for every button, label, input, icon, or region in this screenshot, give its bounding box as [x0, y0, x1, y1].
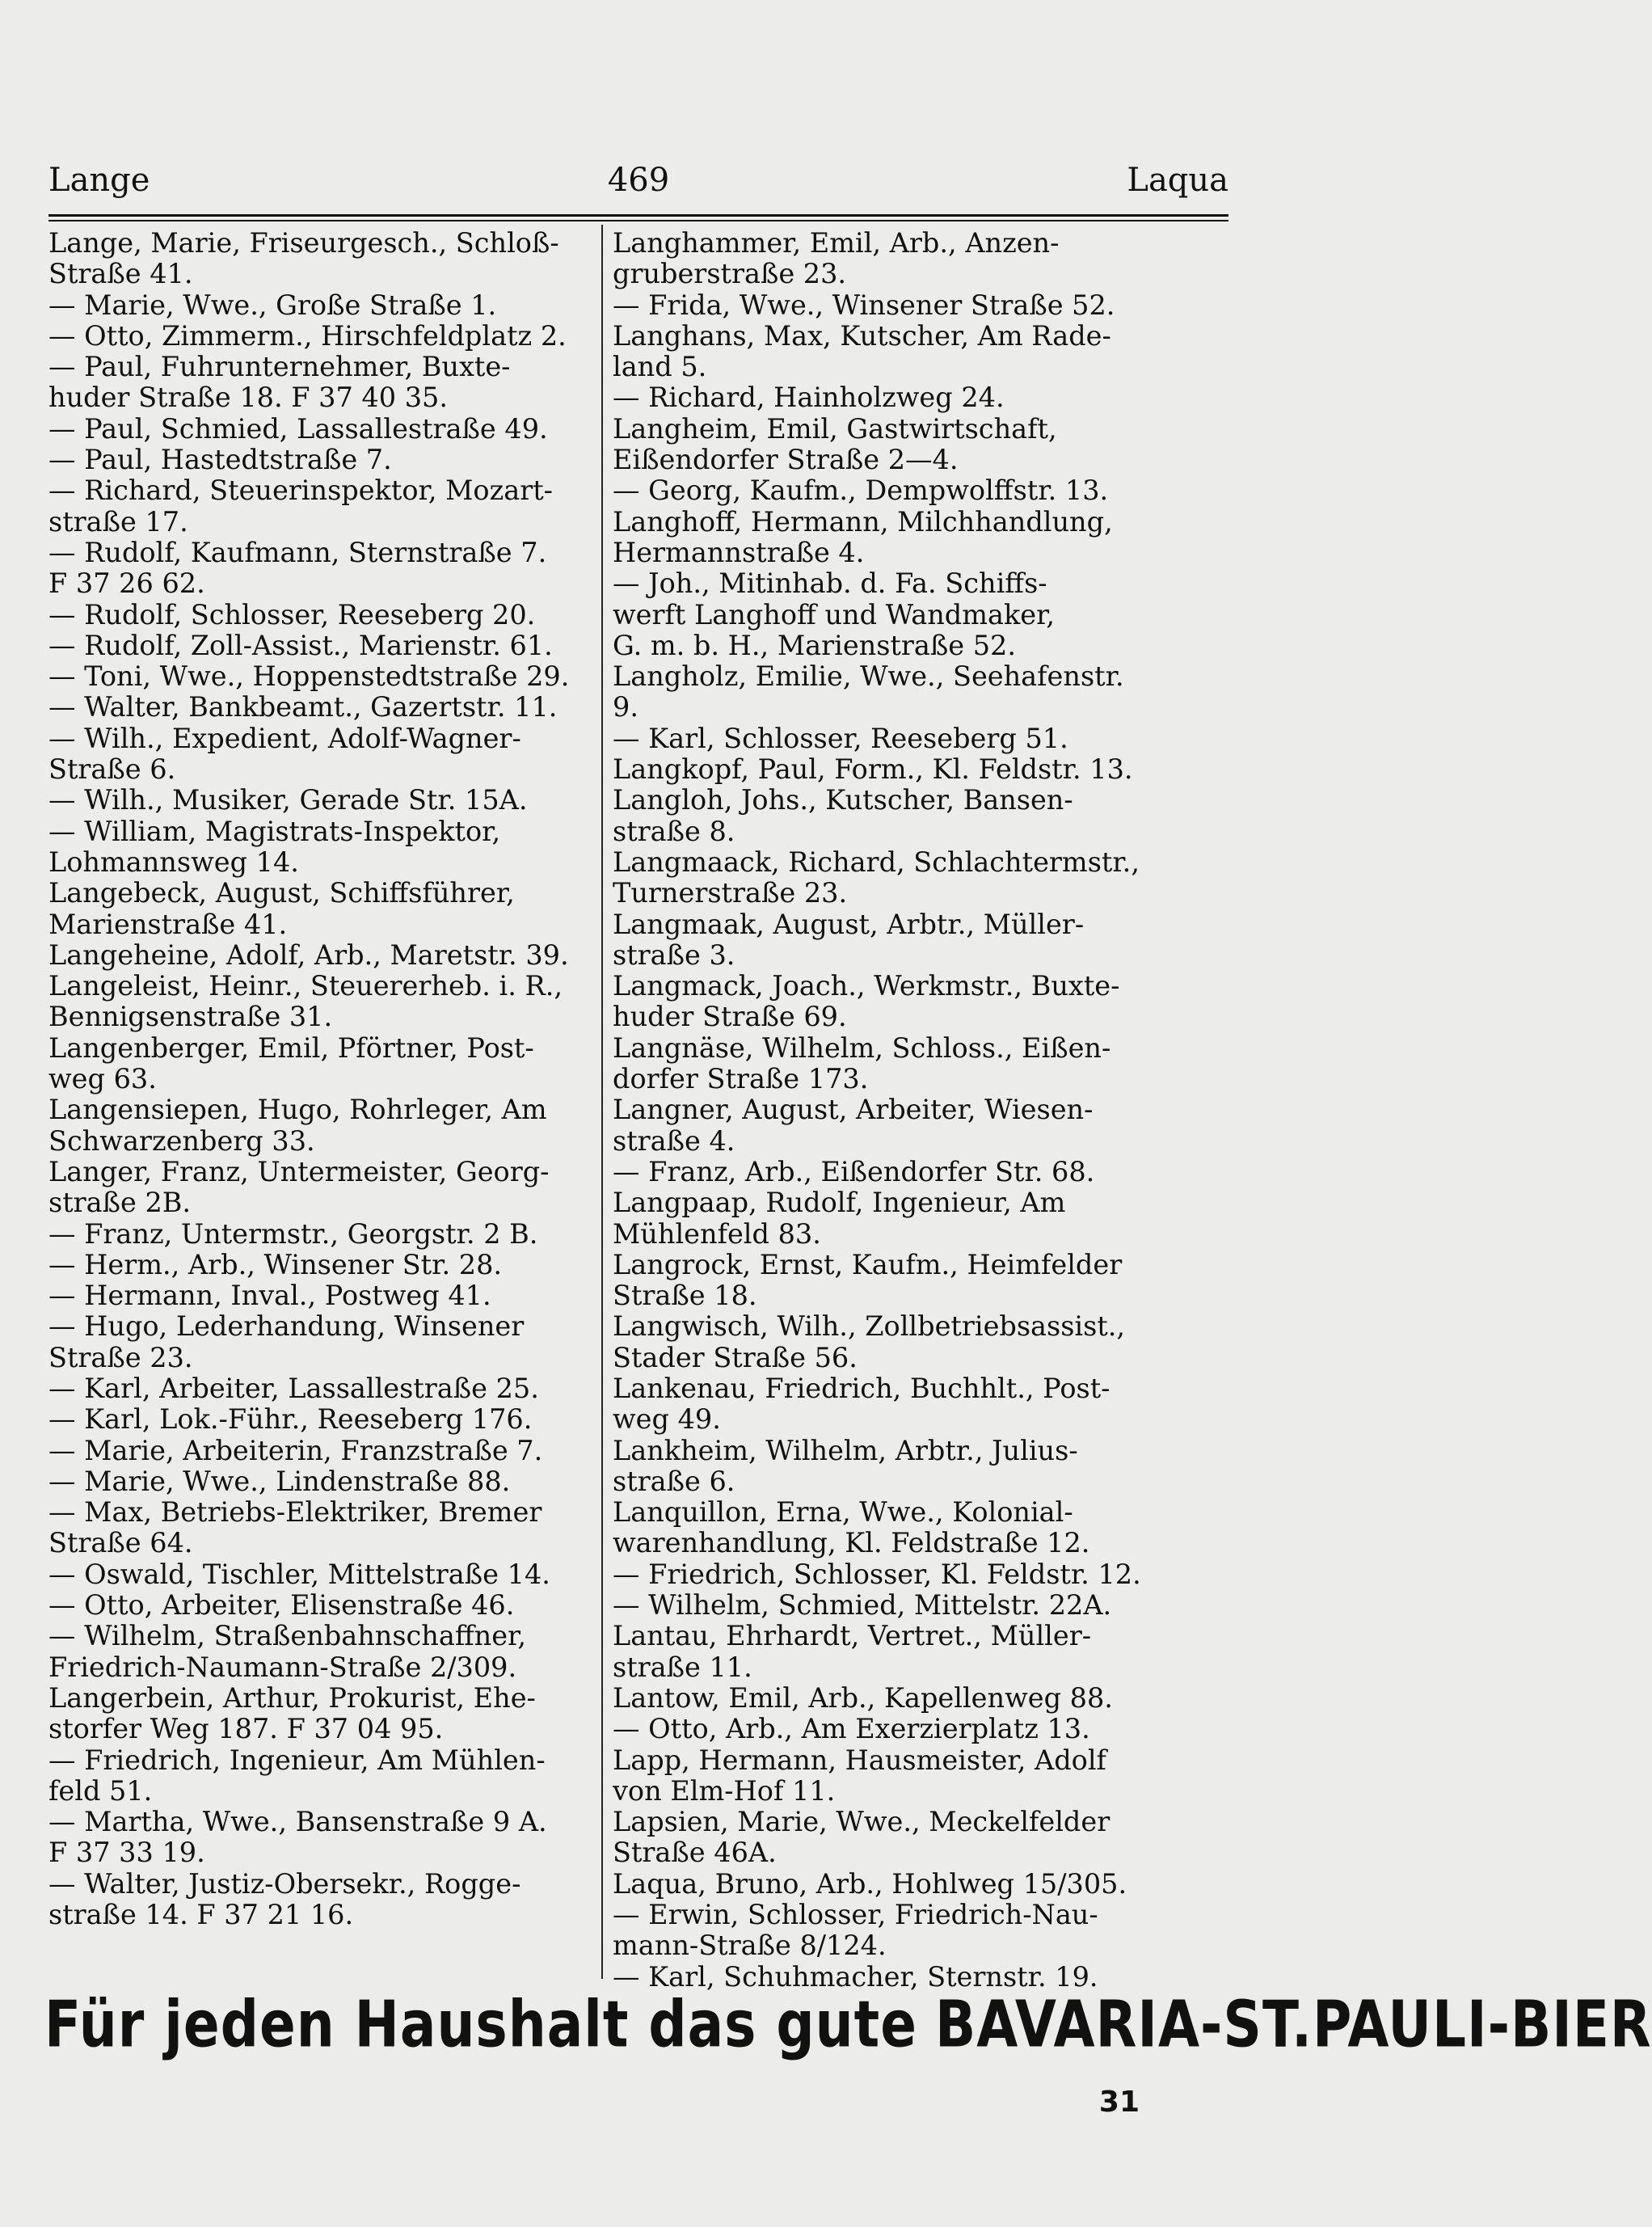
directory-line: warenhandlung, Kl. Feldstraße 12.	[613, 1527, 1090, 1559]
directory-line: Straße 6.	[48, 753, 176, 786]
directory-line: — Franz, Arb., Eißendorfer Str. 68.	[613, 1155, 1095, 1187]
directory-line: Lapp, Hermann, Hausmeister, Adolf	[613, 1744, 1106, 1776]
directory-line: — Paul, Fuhrunternehmer, Buxte-	[48, 351, 511, 383]
advertisement-slogan: Für jeden Haushalt das gute	[44, 1987, 917, 2062]
directory-line: — Walter, Bankbeamt., Gazertstr. 11.	[48, 691, 558, 723]
directory-line: — Richard, Hainholzweg 24.	[613, 382, 1005, 414]
directory-line: — Rudolf, Schlosser, Reeseberg 20.	[48, 598, 536, 631]
directory-line: Lohmannsweg 14.	[48, 846, 299, 878]
directory-line: straße 2B.	[48, 1187, 192, 1219]
directory-line: — Otto, Arbeiter, Elisenstraße 46.	[48, 1589, 515, 1622]
directory-line: — Richard, Steuerinspektor, Mozart-	[48, 475, 554, 507]
header-first-name: Lange	[48, 162, 150, 199]
directory-line: — Herm., Arb., Winsener Str. 28.	[48, 1248, 503, 1280]
header-rule-double	[48, 220, 1228, 221]
directory-line: Lange, Marie, Friseurgesch., Schloß-	[48, 227, 559, 259]
left-column	[48, 228, 590, 1930]
directory-line: — Karl, Arbeiter, Lassallestraße 25.	[48, 1372, 539, 1404]
directory-line: werft Langhoff und Wandmaker,	[613, 598, 1056, 631]
directory-line: Lantau, Ehrhardt, Vertret., Müller-	[613, 1620, 1092, 1652]
footer-page-number: 31	[1098, 2086, 1140, 2119]
directory-line: Langkopf, Paul, Form., Kl. Feldstr. 13.	[613, 753, 1133, 786]
directory-line: huder Straße 18. F 37 40 35.	[48, 382, 448, 414]
directory-line: Marienstraße 41.	[48, 908, 288, 940]
directory-line: von Elm-Hof 11.	[613, 1774, 836, 1807]
directory-line: huder Straße 69.	[613, 1001, 847, 1033]
directory-line: straße 14. F 37 21 16.	[48, 1899, 354, 1931]
directory-line: Langmack, Joach., Werkmstr., Buxte-	[613, 970, 1120, 1002]
directory-line: Bennigsenstraße 31.	[48, 1001, 333, 1033]
directory-line: Langmaack, Richard, Schlachtermstr.,	[613, 846, 1140, 878]
directory-line: Straße 41.	[48, 258, 193, 290]
right-column	[613, 228, 1150, 1993]
directory-line: Langhoff, Hermann, Milchhandlung,	[613, 505, 1113, 538]
directory-line: — Max, Betriebs-Elektriker, Bremer	[48, 1496, 542, 1529]
directory-line: — Karl, Lok.-Führ., Reeseberg 176.	[48, 1403, 533, 1436]
directory-line: — Frida, Wwe., Winsener Straße 52.	[613, 289, 1115, 321]
directory-line: Straße 46A.	[613, 1837, 777, 1869]
directory-line: Langer, Franz, Untermeister, Georg-	[48, 1155, 550, 1187]
directory-line: land 5.	[613, 351, 707, 383]
directory-line: straße 3.	[613, 938, 735, 971]
page-header	[48, 162, 1228, 218]
directory-line: weg 49.	[613, 1403, 721, 1436]
directory-line: weg 63.	[48, 1063, 157, 1095]
directory-line: — Oswald, Tischler, Mittelstraße 14.	[48, 1558, 550, 1590]
directory-line: — Martha, Wwe., Bansenstraße 9 A.	[48, 1806, 547, 1838]
column-divider	[601, 225, 603, 1979]
directory-line: Langebeck, August, Schiffsführer,	[48, 877, 515, 909]
directory-line: — Hugo, Lederhandung, Winsener	[48, 1310, 525, 1343]
directory-line: Lankenau, Friedrich, Buchhlt., Post-	[613, 1372, 1110, 1404]
directory-line: — Rudolf, Zoll-Assist., Marienstr. 61.	[48, 629, 553, 661]
directory-line: mann-Straße 8/124.	[613, 1930, 887, 1962]
directory-line: — Marie, Wwe., Große Straße 1.	[48, 289, 497, 321]
directory-line: — Rudolf, Kaufmann, Sternstraße 7.	[48, 536, 547, 568]
directory-line: Langpaap, Rudolf, Ingenieur, Am	[613, 1187, 1066, 1219]
directory-line: — Otto, Zimmerm., Hirschfeldplatz 2.	[48, 319, 567, 352]
directory-line: Langhammer, Emil, Arb., Anzen-	[613, 227, 1060, 259]
directory-line: — Erwin, Schlosser, Friedrich-Nau-	[613, 1899, 1098, 1931]
directory-line: Friedrich-Naumann-Straße 2/309.	[48, 1651, 517, 1683]
directory-line: G. m. b. H., Marienstraße 52.	[613, 629, 1016, 661]
directory-line: — Walter, Justiz-Obersekr., Rogge-	[48, 1867, 521, 1900]
directory-line: F 37 26 62.	[48, 567, 205, 600]
header-page-number: 469	[607, 162, 670, 199]
directory-line: — Friedrich, Schlosser, Kl. Feldstr. 12.	[613, 1558, 1141, 1590]
directory-line: Straße 18.	[613, 1280, 757, 1312]
directory-line: Langenberger, Emil, Pförtner, Post-	[48, 1031, 534, 1064]
directory-line: Langner, August, Arbeiter, Wiesen-	[613, 1094, 1094, 1126]
directory-line: — Karl, Schuhmacher, Sternstr. 19.	[613, 1960, 1098, 1993]
directory-line: F 37 33 19.	[48, 1837, 205, 1869]
header-rule	[48, 214, 1228, 217]
directory-line: Langheim, Emil, Gastwirtschaft,	[613, 412, 1057, 445]
directory-line: straße 4.	[613, 1124, 735, 1157]
directory-line: Mühlenfeld 83.	[613, 1217, 821, 1250]
directory-line: Hermannstraße 4.	[613, 536, 865, 568]
directory-line: Langerbein, Arthur, Prokurist, Ehe-	[48, 1681, 536, 1714]
directory-line: — Franz, Untermstr., Georgstr. 2 B.	[48, 1217, 538, 1250]
directory-line: Lapsien, Marie, Wwe., Meckelfelder	[613, 1806, 1110, 1838]
directory-line: — Karl, Schlosser, Reeseberg 51.	[613, 722, 1068, 754]
directory-line: — Marie, Wwe., Lindenstraße 88.	[48, 1465, 511, 1497]
directory-line: — William, Magistrats-Inspektor,	[48, 815, 501, 847]
directory-line: — Marie, Arbeiterin, Franzstraße 7.	[48, 1434, 543, 1466]
directory-line: Langwisch, Wilh., Zollbetriebsassist.,	[613, 1310, 1126, 1343]
directory-line: Langeheine, Adolf, Arb., Maretstr. 39.	[48, 938, 569, 971]
directory-line: Langeleist, Heinr., Steuererheb. i. R.,	[48, 970, 563, 1002]
directory-line: straße 17.	[48, 505, 188, 538]
advertisement-brand: BAVARIA-ST.PAULI-BIER	[934, 1987, 1652, 2062]
directory-line: — Paul, Hastedtstraße 7.	[48, 444, 392, 476]
directory-line: Schwarzenberg 33.	[48, 1124, 315, 1157]
directory-line: Stader Straße 56.	[613, 1341, 858, 1373]
directory-line: — Hermann, Inval., Postweg 41.	[48, 1280, 491, 1312]
directory-line: Langrock, Ernst, Kaufm., Heimfelder	[613, 1248, 1123, 1280]
directory-line: — Wilh., Expedient, Adolf-Wagner-	[48, 722, 521, 754]
directory-line: Lanquillon, Erna, Wwe., Kolonial-	[613, 1496, 1073, 1529]
directory-line: — Wilhelm, Schmied, Mittelstr. 22A.	[613, 1589, 1112, 1622]
directory-line: feld 51.	[48, 1774, 153, 1807]
directory-line: — Wilhelm, Straßenbahnschaffner,	[48, 1620, 527, 1652]
directory-line: — Friedrich, Ingenieur, Am Mühlen-	[48, 1744, 546, 1776]
directory-line: Straße 23.	[48, 1341, 193, 1373]
directory-line: Laqua, Bruno, Arb., Hohlweg 15/305.	[613, 1867, 1127, 1900]
directory-line: Langnäse, Wilhelm, Schloss., Eißen-	[613, 1031, 1111, 1064]
directory-line: — Otto, Arb., Am Exerzierplatz 13.	[613, 1713, 1090, 1745]
directory-line: Langholz, Emilie, Wwe., Seehafenstr. 9.	[613, 660, 1124, 723]
directory-line: Langmaak, August, Arbtr., Müller-	[613, 908, 1085, 940]
directory-line: Langloh, Johs., Kutscher, Bansen-	[613, 784, 1073, 816]
directory-line: storfer Weg 187. F 37 04 95.	[48, 1713, 444, 1745]
directory-line: straße 6.	[613, 1465, 735, 1497]
directory-line: Straße 64.	[48, 1527, 193, 1559]
directory-line: — Toni, Wwe., Hoppenstedtstraße 29.	[48, 660, 570, 693]
header-last-name: Laqua	[1127, 162, 1228, 199]
directory-line: Langensiepen, Hugo, Rohrleger, Am	[48, 1094, 547, 1126]
directory-line: Turnerstraße 23.	[613, 877, 848, 909]
directory-line: straße 8.	[613, 815, 735, 847]
directory-line: Lankheim, Wilhelm, Arbtr., Julius-	[613, 1434, 1078, 1466]
advertisement-banner	[44, 1976, 1652, 2073]
directory-line: — Paul, Schmied, Lassallestraße 49.	[48, 412, 548, 445]
directory-line: gruberstraße 23.	[613, 258, 847, 290]
directory-line: Lantow, Emil, Arb., Kapellenweg 88.	[613, 1681, 1113, 1714]
directory-line: — Georg, Kaufm., Dempwolffstr. 13.	[613, 475, 1109, 507]
directory-line: Langhans, Max, Kutscher, Am Rade-	[613, 319, 1111, 352]
directory-line: Eißendorfer Straße 2—4.	[613, 444, 959, 476]
directory-line: — Wilh., Musiker, Gerade Str. 15A.	[48, 784, 528, 816]
directory-line: dorfer Straße 173.	[613, 1063, 869, 1095]
directory-line: — Joh., Mitinhab. d. Fa. Schiffs-	[613, 567, 1047, 600]
directory-line: straße 11.	[613, 1651, 752, 1683]
